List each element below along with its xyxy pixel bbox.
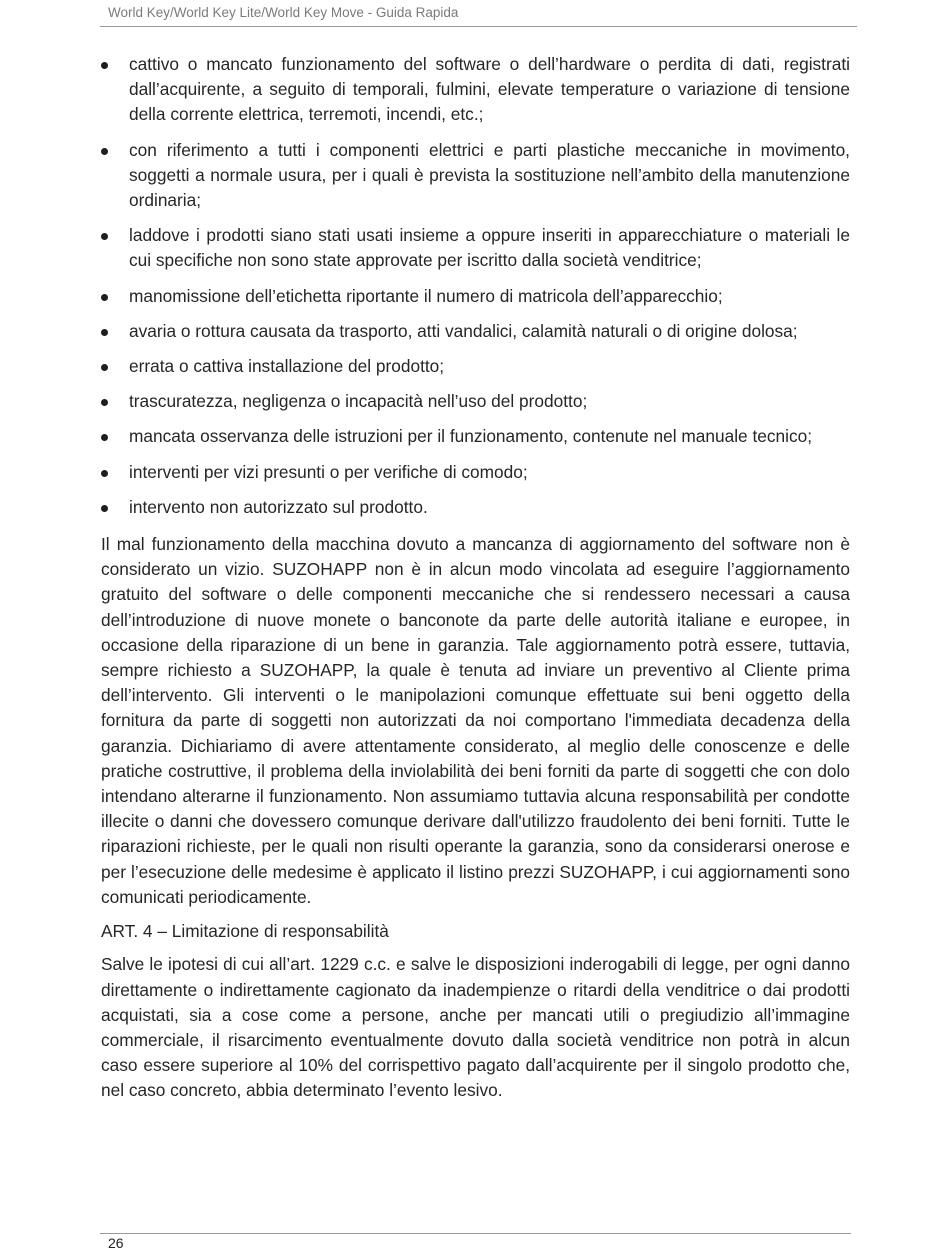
list-item xyxy=(101,389,850,414)
list-item-text: intervento non autorizzato sul prodotto. xyxy=(129,496,428,517)
bullet-icon xyxy=(101,233,108,240)
list-item xyxy=(101,138,850,214)
bullet-icon xyxy=(101,329,108,336)
list-item-text: con riferimento a tutti i componenti elettrici e parti plastiche meccaniche in movimento, soggetti a normale usura, per i quali è prevista la sostituzione nell’ambito della manutenzione ordinaria; xyxy=(129,139,850,211)
list-item-text: errata o cattiva installazione del prodotto; xyxy=(129,356,445,377)
list-item xyxy=(101,460,850,485)
header-title: World Key/World Key Lite/World Key Move - Guida Rapida xyxy=(108,5,459,20)
list-item xyxy=(101,52,850,128)
section-paragraph: Salve le ipotesi di cui all’art. 1229 c.c. e salve le disposizioni inderogabili di legge, per ogni danno direttamente o indirettamente cagionato da inadempienze o ritardi della venditrice o dai prodotti acquistati, sia a cose come a persone, anche per mancati utili o pregiudizio all’immagine commerciale, il risarcimento eventualmente dovuto dalla società venditrice non potrà in alcun caso essere superiore al 10% del corrispettivo pagato dall’acquirente per il singolo prodotto che, nel caso concreto, abbia determinato l’evento lesivo. xyxy=(101,954,850,1101)
page-header xyxy=(100,4,857,27)
bullet-icon xyxy=(101,470,108,477)
bullet-icon xyxy=(101,294,108,301)
section-heading: ART. 4 – Limitazione di responsabilità xyxy=(101,921,389,942)
list-item-text: laddove i prodotti siano stati usati insieme a oppure inseriti in apparecchiature o materiali le cui specifiche non sono state approvate per iscritto dalla società venditrice; xyxy=(129,225,850,271)
list-item-text: avaria o rottura causata da trasporto, atti vandalici, calamità naturali o di origine dolosa; xyxy=(129,320,798,341)
bullet-icon xyxy=(101,434,108,441)
list-item-text: interventi per vizi presunti o per verifiche di comodo; xyxy=(129,461,528,482)
bullet-icon xyxy=(101,399,108,406)
list-item xyxy=(101,319,850,344)
list-item-text: mancata osservanza delle istruzioni per il funzionamento, contenute nel manuale tecnico; xyxy=(129,426,813,447)
list-item-text: trascuratezza, negligenza o incapacità nell’uso del prodotto; xyxy=(129,391,588,412)
body-paragraph: Il mal funzionamento della macchina dovuto a mancanza di aggiornamento del software non è considerato un vizio. SUZOHAPP non è in alcun modo vincolata ad eseguire l’aggiornamento gratuito del software o delle componenti meccaniche che si rendessero necessari a causa dell’introduzione di nuove monete o banconote da parte delle autorità italiane e europee, in occasione della riparazione di un bene in garanzia. Tale aggiornamento potrà essere, tuttavia, sempre richiesto a SUZOHAPP, la quale è tenuta ad inviare un preventivo al Cliente prima dell’intervento. Gli interventi o le manipolazioni comunque effettuate sui beni oggetto della fornitura da parte di soggetti non autorizzati da noi comportano l'immediata decadenza della garanzia. Dichiariamo di avere attentamente considerato, al meglio delle conoscenze e delle pratiche costruttive, il problema della inviolabilità dei beni forniti da parte di soggetti che con dolo intendano alterarne il funzionamento. Non assumiamo tuttavia alcuna responsabilità per condotte illecite o danni che dovessero comunque derivare dall'utilizzo fraudolento dei beni forniti. Tutte le riparazioni richieste, per le quali non risulti operante la garanzia, sono da considerarsi onerose e per l’esecuzione delle medesime è applicato il listino prezzi SUZOHAPP, i cui aggiornamenti sono comunicati periodicamente. xyxy=(101,534,850,907)
bullet-icon xyxy=(101,62,108,69)
list-item xyxy=(101,424,850,449)
bullet-icon xyxy=(101,364,108,371)
list-item xyxy=(101,223,850,273)
page-content xyxy=(101,52,850,1104)
list-item-text: cattivo o mancato funzionamento del software o dell’hardware o perdita di dati, registrati dall’acquirente, a seguito di temporali, fulmini, elevate temperature o variazione di tensione della corrente elettrica, terremoti, incendi, etc.; xyxy=(129,54,850,125)
list-item xyxy=(101,495,850,520)
list-item xyxy=(101,284,850,309)
bullet-icon xyxy=(101,505,108,512)
exclusions-list xyxy=(101,52,850,520)
list-item-text: manomissione dell’etichetta riportante il numero di matricola dell’apparecchio; xyxy=(129,285,723,306)
page-number: 26 xyxy=(108,1235,124,1251)
list-item xyxy=(101,354,850,379)
footer-divider xyxy=(100,1233,851,1234)
bullet-icon xyxy=(101,148,108,155)
